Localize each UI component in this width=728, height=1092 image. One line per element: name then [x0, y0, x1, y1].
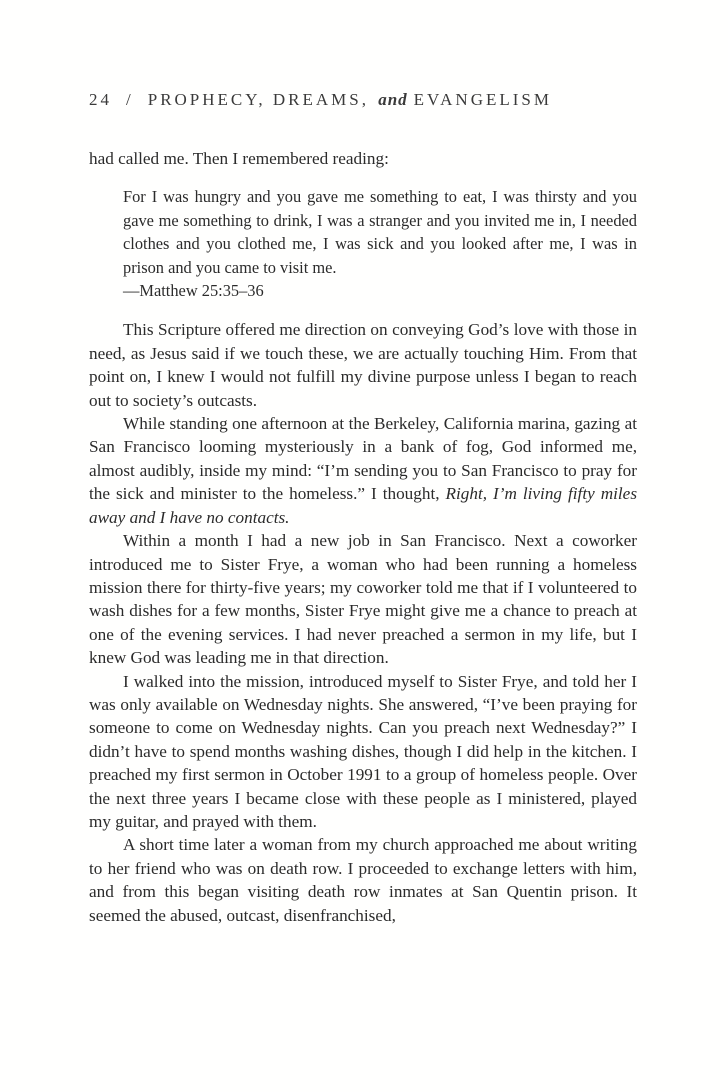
header-title-part1: PROPHECY, DREAMS, — [147, 90, 369, 109]
header-title-and: and — [378, 90, 408, 109]
quote-text: For I was hungry and you gave me something to eat, I was thirsty and you gave me something to drink, I was a stranger and you invited me in, I needed clothes and you clothed me, I was sick and you looked after me, I was in prison and you came to visit me. — [123, 187, 637, 277]
paragraph-4: Within a month I had a new job in San Francisco. Next a coworker introduced me to Sister Frye, a woman who had been running a homeless mission there for thirty-five years; my coworker told me that if I volunteered to wash dishes for a few months, Sister Frye might give me a chance to preach at one of the evening services. I had never preached a sermon in my life, but I knew God was leading me in that direction. — [89, 531, 637, 668]
paragraph-3 — [89, 412, 637, 529]
header-separator: / — [126, 90, 134, 109]
paragraph-1: had called me. Then I remembered reading: — [89, 149, 389, 168]
running-head — [89, 86, 649, 114]
paragraph-3-italic: Right, I’m living fifty miles away and I have no contacts. — [89, 484, 638, 527]
page-number: 24 — [89, 90, 112, 109]
quote-citation: —Matthew 25:35–36 — [123, 281, 264, 301]
paragraph-3-text: While standing one afternoon at the Berkeley, California marina, gazing at San Francisco looming mysteriously in a bank of fog, God informed me, almost audibly, inside my mind: “I’m sending you to San Francisco to pray for the sick and minister to the homeless.” I thought, — [89, 414, 637, 504]
paragraph-6: A short time later a woman from my church approached me about writing to her friend who was on death row. I proceeded to exchange letters with him, and from this began visiting death row inmates at San Quentin prison. It seemed the abused, outcast, disenfranchised, — [89, 835, 637, 925]
block-quote — [123, 185, 637, 302]
header-title-part2: EVANGELISM — [413, 90, 552, 109]
paragraph-5: I walked into the mission, introduced myself to Sister Frye, and told her I was only available on Wednesday nights. She answered, “I’ve been praying for someone to come on Wednesday nights. Can you preach next Wednesday?” I didn’t have to spend months washing dishes, though I did help in the kitchen. I preached my first sermon in October 1991 to a group of homeless people. Over the next three years I became close with these people as I ministered, played my guitar, and prayed with them. — [89, 671, 637, 831]
paragraph-2: This Scripture offered me direction on conveying God’s love with those in need, as Jesus said if we touch these, we are actually touching Him. From that point on, I knew I would not fulfill my divine purpose unless I began to reach out to society’s outcasts. — [89, 320, 637, 410]
body-text — [89, 147, 637, 927]
